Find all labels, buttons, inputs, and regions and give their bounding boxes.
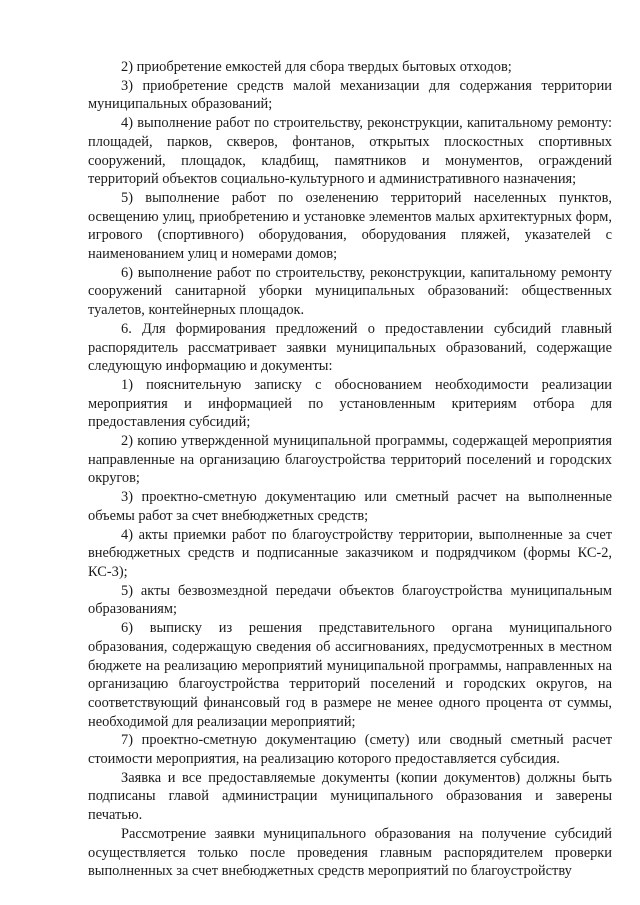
paragraph-doc-6: 6) выписку из решения представительного органа муниципального образования, содержащую сведения об ассигнованиях, предусмотренных в местном бюджете на реализацию мероприятий муниципальной программы, направленных на организацию благоустройства территорий поселений и городских округов, на соответствующий финансовый год в размере не менее одного процента от суммы, необходимой для реализации мероприятий; [88,620,612,730]
paragraph-doc-2: 2) копию утвержденной муниципальной программы, содержащей мероприятия направленные на организацию благоустройства территорий поселений и городских округов; [88,433,612,487]
paragraph-doc-3: 3) проектно-сметную документацию или сметный расчет на выполненные объемы работ за счет внебюджетных средств; [88,489,612,524]
paragraph-review-procedure: Рассмотрение заявки муниципального образования на получение субсидий осуществляется только после проведения главным распорядителем проверки выполненных за счет внебюджетных средств мероприятий по благоустройству [88,825,612,880]
paragraph-item-6: 6) выполнение работ по строительству, реконструкции, капитальному ремонту сооружений санитарной уборки муниципальных образований: общественных туалетов, контейнерных площадок. [88,264,612,319]
paragraph-signature-requirement: Заявка и все предоставляемые документы (копии документов) должны быть подписаны главой администрации муниципального образования и заверены печатью. [88,769,612,824]
paragraph-doc-7: 7) проектно-сметную документацию (смету) или сводный сметный расчет стоимости мероприятия, на реализацию которого предоставляется субсидия. [88,732,612,768]
paragraph-item-3: 3) приобретение средств малой механизации для содержания территории муниципальных образований; [88,77,612,113]
paragraph-doc-4: 4) акты приемки работ по благоустройству территории, выполненные за счет внебюджетных средств и подписанные заказчиком и подрядчиком (формы КС-2, КС-3); [88,526,612,580]
paragraph-section-6: 6. Для формирования предложений о предоставлении субсидий главный распорядитель рассматривает заявки муниципальных образований, содержащие следующую информацию и документы: [88,320,612,375]
paragraph-doc-5: 5) акты безвозмездной передачи объектов благоустройства муниципальным образованиям; [88,582,612,618]
paragraph-item-4: 4) выполнение работ по строительству, реконструкции, капитальному ремонту: площадей, парков, скверов, фонтанов, открытых плоскостных спортивных сооружений, площадок, кладбищ, памятников и монументов, ограждений территорий объектов социально-культурного и административного назначения; [88,115,612,188]
paragraph-doc-1: 1) пояснительную записку с обоснованием необходимости реализации мероприятия и информацией по установленным критериям отбора для предоставления субсидий; [88,376,612,431]
paragraph-item-2: 2) приобретение емкостей для сбора твердых бытовых отходов; [121,59,512,75]
paragraph-item-5: 5) выполнение работ по озеленению территорий населенных пунктов, освещению улиц, приобретению и установке элементов малых архитектурных форм, игрового (спортивного) оборудования, оборудования пляжей, указателей с наименованием улиц и номерами домов; [88,189,612,263]
